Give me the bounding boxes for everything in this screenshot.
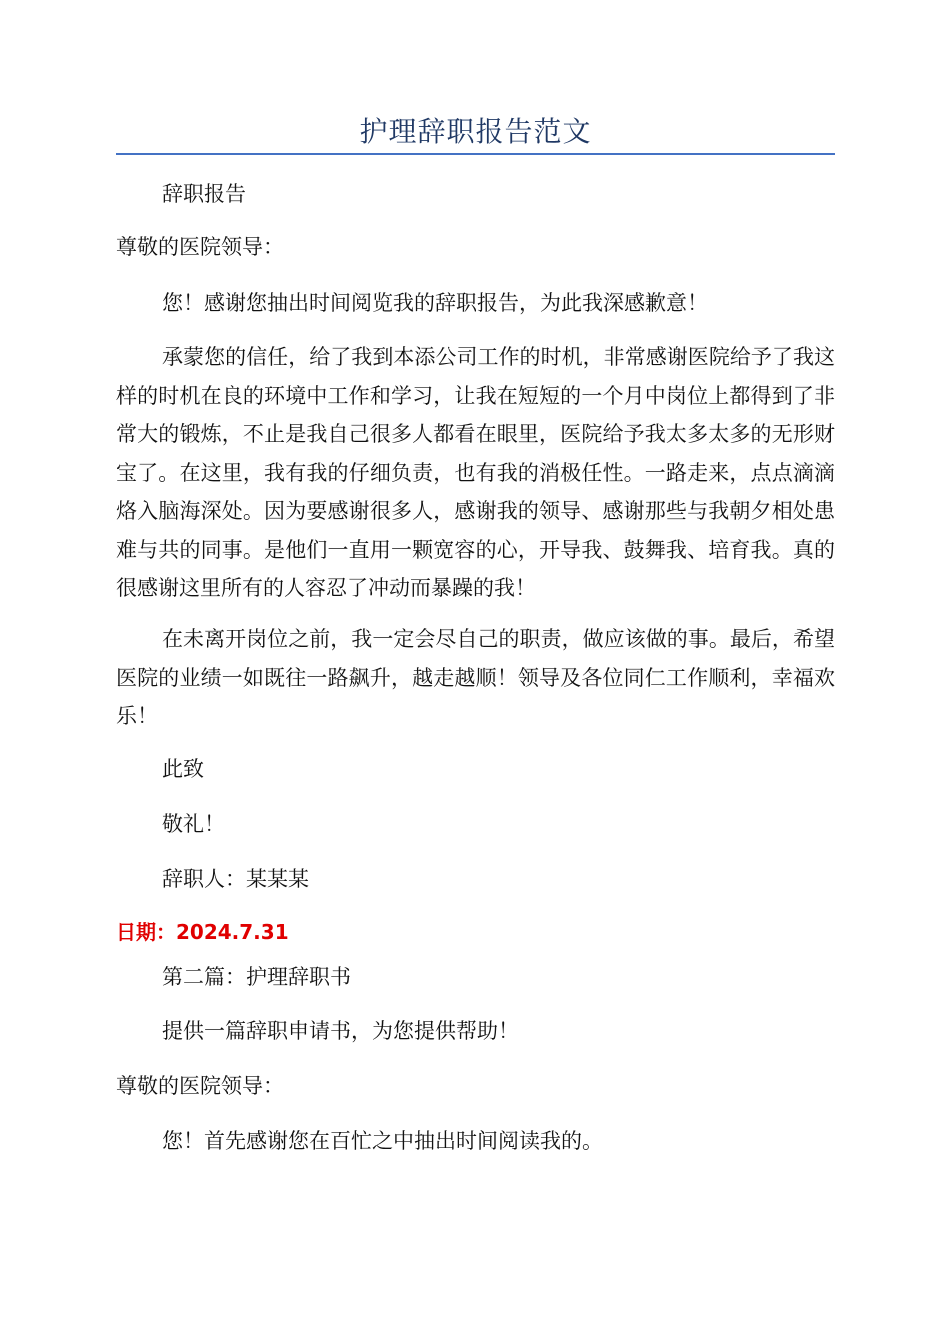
letter-salutation: 尊敬的医院领导： [116, 235, 284, 259]
closing-line-1: 此致 [162, 757, 204, 781]
letter-body-paragraph-1 [116, 338, 835, 608]
signature-line: 辞职人：某某某 [162, 867, 309, 891]
letter-opening: 您！感谢您抽出时间阅览我的辞职报告，为此我深感歉意！ [162, 291, 708, 315]
date-line: 日期：2024.7.31 [116, 920, 289, 944]
body-paragraph-1-text: 承蒙您的信任，给了我到本添公司工作的时机，非常感谢医院给予了我这样的时机在良的环境中工作和学习，让我在短短的一个月中岗位上都得到了非常大的锻炼，不止是我自己很多人都看在眼里，医院给予我太多太多的无形财宝了。在这里，我有我的仔细负责，也有我的消极任性。一路走来，点点滴滴烙入脑海深处。因为要感谢很多人，感谢我的领导、感谢那些与我朝夕相处患难与共的同事。是他们一直用一颗宽容的心，开导我、鼓舞我、培育我。真的很感谢这里所有的人容忍了冲动而暴躁的我！ [116, 345, 835, 600]
second-letter-heading: 第二篇：护理辞职书 [162, 965, 351, 989]
body-paragraph-2-text: 在未离开岗位之前，我一定会尽自己的职责，做应该做的事。最后，希望医院的业绩一如既往一路飙升，越走越顺！领导及各位同仁工作顺利，幸福欢乐！ [116, 627, 835, 728]
letter-body-paragraph-2 [116, 620, 835, 736]
second-letter-intro: 提供一篇辞职申请书，为您提供帮助！ [162, 1019, 519, 1043]
second-letter-salutation: 尊敬的医院领导： [116, 1074, 284, 1098]
letter-heading: 辞职报告 [162, 182, 246, 206]
closing-line-2: 敬礼！ [162, 812, 225, 836]
title-underline [116, 153, 835, 155]
second-letter-opening: 您！首先感谢您在百忙之中抽出时间阅读我的。 [162, 1129, 603, 1153]
document-title: 护理辞职报告范文 [359, 115, 592, 148]
